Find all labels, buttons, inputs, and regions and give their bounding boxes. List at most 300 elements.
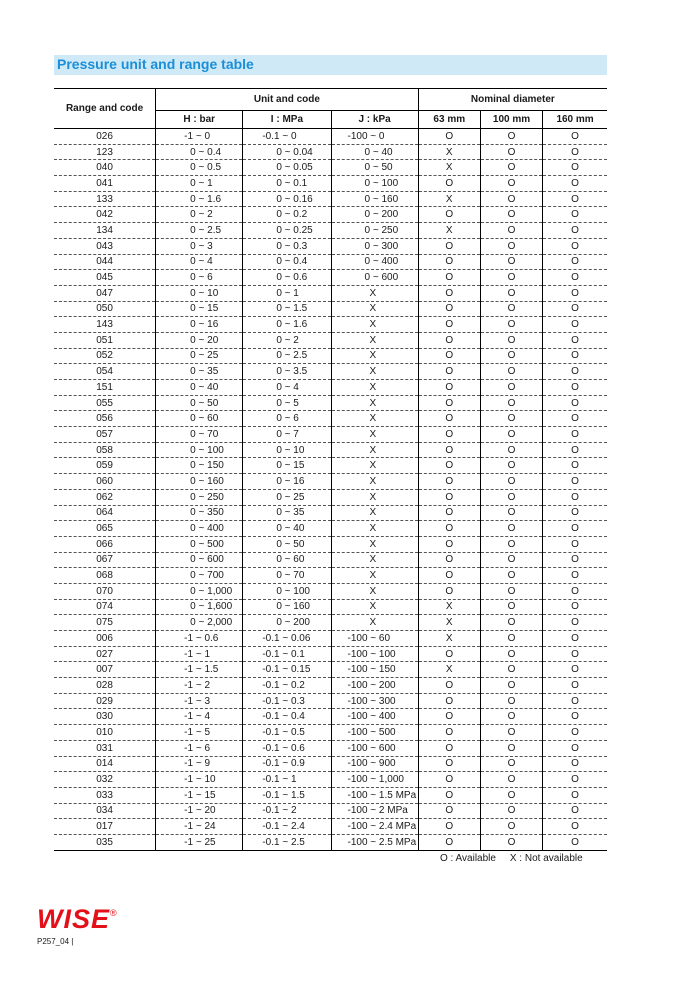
table-row	[54, 803, 607, 819]
table-cell: O	[543, 238, 607, 254]
table-cell: O	[480, 395, 542, 411]
table-cell: 0 ~ 2,000	[156, 615, 243, 631]
table-cell: 0 ~ 35	[156, 364, 243, 380]
table-cell: 0 ~ 60	[243, 552, 331, 568]
table-cell: O	[480, 285, 542, 301]
table-cell: O	[543, 756, 607, 772]
table-cell: X	[331, 521, 418, 537]
table-cell: O	[418, 348, 480, 364]
table-cell: X	[331, 568, 418, 584]
table-cell: X	[418, 191, 480, 207]
page-code	[37, 937, 73, 946]
table-cell: O	[418, 834, 480, 850]
table-cell: 070	[54, 583, 156, 599]
table-cell: X	[331, 285, 418, 301]
table-cell: O	[480, 568, 542, 584]
table-cell: O	[480, 144, 542, 160]
table-cell: O	[418, 740, 480, 756]
header-63mm: 63 mm	[418, 111, 480, 129]
table-row	[54, 238, 607, 254]
table-cell: 151	[54, 380, 156, 396]
table-cell: -0.1 ~ 0.2	[243, 678, 331, 694]
table-cell: O	[418, 285, 480, 301]
table-row	[54, 615, 607, 631]
table-cell: -100 ~ 60	[331, 631, 418, 647]
table-cell: O	[543, 144, 607, 160]
registered-mark: ®	[110, 908, 118, 918]
table-cell: X	[331, 301, 418, 317]
table-cell: -100 ~ 2.4 MPa	[331, 819, 418, 835]
table-cell: O	[543, 568, 607, 584]
table-cell: O	[418, 772, 480, 788]
table-cell: O	[418, 458, 480, 474]
table-cell: -0.1 ~ 2	[243, 803, 331, 819]
table-cell: 028	[54, 678, 156, 694]
table-cell: O	[418, 364, 480, 380]
table-row	[54, 568, 607, 584]
table-cell: O	[543, 834, 607, 850]
table-cell: X	[418, 223, 480, 239]
table-cell: O	[543, 662, 607, 678]
table-row	[54, 505, 607, 521]
table-cell: 0 ~ 0.2	[243, 207, 331, 223]
table-cell: 0 ~ 300	[331, 238, 418, 254]
table-row	[54, 160, 607, 176]
table-cell: 0 ~ 160	[331, 191, 418, 207]
table-cell: O	[418, 474, 480, 490]
table-cell: O	[418, 521, 480, 537]
table-cell: X	[331, 489, 418, 505]
table-cell: O	[480, 615, 542, 631]
table-cell: O	[480, 803, 542, 819]
table-cell: -100 ~ 200	[331, 678, 418, 694]
table-body	[54, 129, 607, 851]
table-cell: O	[418, 176, 480, 192]
table-cell: X	[418, 662, 480, 678]
table-row	[54, 270, 607, 286]
table-cell: 0 ~ 160	[243, 599, 331, 615]
table-row	[54, 458, 607, 474]
table-cell: O	[480, 427, 542, 443]
table-cell: O	[543, 191, 607, 207]
table-row	[54, 772, 607, 788]
table-cell: O	[418, 568, 480, 584]
table-cell: O	[480, 301, 542, 317]
table-cell: 0 ~ 60	[156, 411, 243, 427]
table-cell: O	[543, 176, 607, 192]
table-cell: 040	[54, 160, 156, 176]
table-cell: -1 ~ 25	[156, 834, 243, 850]
table-cell: 0 ~ 5	[243, 395, 331, 411]
table-cell: O	[418, 552, 480, 568]
table-row	[54, 191, 607, 207]
table-cell: O	[480, 646, 542, 662]
table-cell: 0 ~ 0.05	[243, 160, 331, 176]
table-cell: X	[331, 474, 418, 490]
table-row	[54, 129, 607, 145]
page-title: Pressure unit and range table	[57, 56, 254, 72]
table-cell: 0 ~ 25	[156, 348, 243, 364]
table-cell: O	[480, 489, 542, 505]
table-cell: -1 ~ 2	[156, 678, 243, 694]
table-cell: 014	[54, 756, 156, 772]
table-cell: 0 ~ 0.5	[156, 160, 243, 176]
pressure-range-table	[54, 88, 607, 851]
table-cell: 0 ~ 3.5	[243, 364, 331, 380]
table-cell: X	[418, 615, 480, 631]
table-cell: X	[418, 631, 480, 647]
table-cell: -100 ~ 2 MPa	[331, 803, 418, 819]
table-cell: O	[480, 599, 542, 615]
table-cell: 0 ~ 50	[156, 395, 243, 411]
table-cell: -1 ~ 1.5	[156, 662, 243, 678]
table-row	[54, 317, 607, 333]
table-cell: O	[543, 411, 607, 427]
table-cell: 075	[54, 615, 156, 631]
table-cell: 0 ~ 160	[156, 474, 243, 490]
table-cell: 0 ~ 15	[243, 458, 331, 474]
table-cell: X	[331, 411, 418, 427]
table-cell: X	[331, 583, 418, 599]
table-cell: O	[418, 395, 480, 411]
table-cell: 0 ~ 700	[156, 568, 243, 584]
table-cell: O	[480, 223, 542, 239]
table-cell: 056	[54, 411, 156, 427]
table-cell: O	[543, 521, 607, 537]
table-cell: O	[480, 238, 542, 254]
table-cell: -0.1 ~ 0	[243, 129, 331, 145]
table-cell: -100 ~ 0	[331, 129, 418, 145]
table-cell: -100 ~ 500	[331, 725, 418, 741]
table-cell: X	[331, 599, 418, 615]
header-h-bar: H : bar	[156, 111, 243, 129]
table-cell: 054	[54, 364, 156, 380]
table-cell: O	[480, 442, 542, 458]
table-cell: O	[543, 536, 607, 552]
table-cell: O	[543, 427, 607, 443]
table-cell: 043	[54, 238, 156, 254]
table-cell: X	[331, 552, 418, 568]
table-cell: 0 ~ 400	[331, 254, 418, 270]
table-cell: 074	[54, 599, 156, 615]
table-cell: X	[331, 505, 418, 521]
table-cell: O	[480, 270, 542, 286]
table-cell: 0 ~ 10	[156, 285, 243, 301]
table-cell: O	[418, 583, 480, 599]
table-cell: 0 ~ 100	[156, 442, 243, 458]
table-cell: 0 ~ 0.4	[156, 144, 243, 160]
table-row	[54, 740, 607, 756]
table-cell: 0 ~ 1	[156, 176, 243, 192]
table-cell: 143	[54, 317, 156, 333]
table-cell: O	[418, 536, 480, 552]
table-row	[54, 411, 607, 427]
table-row	[54, 395, 607, 411]
table-cell: O	[418, 442, 480, 458]
table-row	[54, 223, 607, 239]
table-row	[54, 427, 607, 443]
table-cell: 050	[54, 301, 156, 317]
table-cell: O	[543, 270, 607, 286]
table-cell: -1 ~ 24	[156, 819, 243, 835]
table-cell: O	[543, 599, 607, 615]
table-cell: 029	[54, 693, 156, 709]
table-cell: O	[543, 678, 607, 694]
table-cell: X	[331, 442, 418, 458]
table-row	[54, 254, 607, 270]
table-cell: O	[543, 803, 607, 819]
table-cell: O	[543, 254, 607, 270]
table-row	[54, 348, 607, 364]
table-row	[54, 725, 607, 741]
table-cell: 030	[54, 709, 156, 725]
table-cell: 0 ~ 150	[156, 458, 243, 474]
table-cell: O	[418, 819, 480, 835]
table-cell: O	[418, 756, 480, 772]
table-cell: 042	[54, 207, 156, 223]
table-row	[54, 176, 607, 192]
table-cell: O	[543, 787, 607, 803]
table-cell: -100 ~ 100	[331, 646, 418, 662]
table-row	[54, 442, 607, 458]
table-cell: O	[418, 709, 480, 725]
table-cell: 0 ~ 100	[331, 176, 418, 192]
table-cell: O	[480, 552, 542, 568]
table-row	[54, 678, 607, 694]
table-cell: -0.1 ~ 0.1	[243, 646, 331, 662]
table-row	[54, 144, 607, 160]
table-cell: O	[543, 772, 607, 788]
table-cell: O	[480, 254, 542, 270]
legend: O : Available X : Not available	[440, 853, 583, 864]
table-cell: 134	[54, 223, 156, 239]
table-cell: -1 ~ 6	[156, 740, 243, 756]
table-cell: O	[480, 662, 542, 678]
table-cell: -0.1 ~ 0.9	[243, 756, 331, 772]
table-cell: 064	[54, 505, 156, 521]
table-cell: O	[418, 427, 480, 443]
table-row	[54, 332, 607, 348]
table-cell: X	[331, 380, 418, 396]
table-cell: O	[418, 411, 480, 427]
table-cell: O	[480, 583, 542, 599]
table-cell: 0 ~ 2.5	[243, 348, 331, 364]
table-cell: 0 ~ 16	[156, 317, 243, 333]
table-cell: O	[543, 552, 607, 568]
table-cell: X	[331, 615, 418, 631]
table-cell: -100 ~ 400	[331, 709, 418, 725]
table-cell: O	[543, 725, 607, 741]
table-cell: X	[331, 395, 418, 411]
table-cell: 0 ~ 2	[156, 207, 243, 223]
table-cell: -0.1 ~ 0.5	[243, 725, 331, 741]
table-cell: O	[418, 317, 480, 333]
table-cell: 0 ~ 7	[243, 427, 331, 443]
table-row	[54, 552, 607, 568]
table-cell: 0 ~ 4	[156, 254, 243, 270]
header-100mm: 100 mm	[480, 111, 542, 129]
table-cell: 0 ~ 40	[331, 144, 418, 160]
table-cell: X	[331, 317, 418, 333]
table-cell: O	[543, 505, 607, 521]
table-cell: O	[480, 411, 542, 427]
table-cell: 0 ~ 0.16	[243, 191, 331, 207]
table-cell: X	[331, 348, 418, 364]
table-cell: O	[480, 191, 542, 207]
table-cell: -100 ~ 2.5 MPa	[331, 834, 418, 850]
table-cell: 0 ~ 500	[156, 536, 243, 552]
table-cell: -1 ~ 20	[156, 803, 243, 819]
table-cell: 0 ~ 3	[156, 238, 243, 254]
table-cell: O	[418, 787, 480, 803]
table-cell: -100 ~ 1.5 MPa	[331, 787, 418, 803]
table-cell: O	[418, 489, 480, 505]
header-nominal-diameter: Nominal diameter	[418, 89, 607, 111]
table-cell: O	[543, 740, 607, 756]
table-cell: 044	[54, 254, 156, 270]
table-cell: -100 ~ 600	[331, 740, 418, 756]
table-cell: -1 ~ 5	[156, 725, 243, 741]
table-cell: 0 ~ 200	[243, 615, 331, 631]
table-cell: O	[480, 756, 542, 772]
table-cell: X	[331, 427, 418, 443]
table-cell: 0 ~ 0.3	[243, 238, 331, 254]
table-cell: 031	[54, 740, 156, 756]
table-cell: O	[543, 317, 607, 333]
table-cell: -0.1 ~ 0.3	[243, 693, 331, 709]
header-unit-code: Unit and code	[156, 89, 418, 111]
table-cell: 0 ~ 70	[243, 568, 331, 584]
table-cell: 0 ~ 350	[156, 505, 243, 521]
table-cell: 0 ~ 0.6	[243, 270, 331, 286]
table-cell: 067	[54, 552, 156, 568]
table-cell: O	[543, 285, 607, 301]
table-cell: 0 ~ 200	[331, 207, 418, 223]
table-row	[54, 489, 607, 505]
table-cell: 060	[54, 474, 156, 490]
table-cell: 0 ~ 16	[243, 474, 331, 490]
table-cell: O	[543, 442, 607, 458]
table-cell: 0 ~ 15	[156, 301, 243, 317]
table-cell: O	[418, 803, 480, 819]
table-cell: O	[418, 678, 480, 694]
table-cell: O	[543, 301, 607, 317]
table-cell: O	[543, 395, 607, 411]
table-cell: -1 ~ 15	[156, 787, 243, 803]
table-cell: O	[418, 332, 480, 348]
table-cell: 058	[54, 442, 156, 458]
table-cell: O	[480, 317, 542, 333]
table-cell: O	[418, 301, 480, 317]
table-cell: O	[480, 160, 542, 176]
table-cell: -100 ~ 300	[331, 693, 418, 709]
table-cell: -1 ~ 0	[156, 129, 243, 145]
table-cell: O	[543, 631, 607, 647]
table-cell: 0 ~ 250	[156, 489, 243, 505]
table-cell: 0 ~ 10	[243, 442, 331, 458]
table-cell: O	[418, 693, 480, 709]
table-cell: 0 ~ 400	[156, 521, 243, 537]
table-cell: O	[480, 709, 542, 725]
table-cell: X	[331, 332, 418, 348]
header-160mm: 160 mm	[556, 114, 594, 125]
table-cell: O	[480, 740, 542, 756]
table-cell: O	[543, 474, 607, 490]
table-cell: O	[418, 725, 480, 741]
table-cell: X	[331, 364, 418, 380]
table-cell: 026	[54, 129, 156, 145]
table-cell: O	[480, 505, 542, 521]
table-cell: O	[418, 505, 480, 521]
table-row	[54, 646, 607, 662]
table-cell: O	[543, 583, 607, 599]
table-cell: 0 ~ 0.25	[243, 223, 331, 239]
table-row	[54, 662, 607, 678]
table-cell: O	[543, 615, 607, 631]
table-cell: 0 ~ 35	[243, 505, 331, 521]
table-cell: 0 ~ 6	[156, 270, 243, 286]
table-cell: 0 ~ 70	[156, 427, 243, 443]
table-cell: O	[480, 834, 542, 850]
table-cell: O	[543, 207, 607, 223]
table-row	[54, 521, 607, 537]
table-cell: 0 ~ 0.4	[243, 254, 331, 270]
table-cell: O	[418, 270, 480, 286]
table-cell: -0.1 ~ 1.5	[243, 787, 331, 803]
header-j-kpa: J : kPa	[331, 111, 418, 129]
table-row	[54, 709, 607, 725]
table-cell: 057	[54, 427, 156, 443]
table-cell: -0.1 ~ 0.06	[243, 631, 331, 647]
table-cell: O	[543, 129, 607, 145]
table-cell: -100 ~ 1,000	[331, 772, 418, 788]
table-cell: O	[543, 458, 607, 474]
table-cell: -0.1 ~ 2.4	[243, 819, 331, 835]
table-cell: O	[480, 332, 542, 348]
table-cell: O	[480, 819, 542, 835]
table-cell: 065	[54, 521, 156, 537]
table-cell: O	[480, 536, 542, 552]
table-cell: O	[543, 693, 607, 709]
table-cell: 0 ~ 1	[243, 285, 331, 301]
table-row	[54, 599, 607, 615]
table-cell: -100 ~ 150	[331, 662, 418, 678]
table-cell: 045	[54, 270, 156, 286]
table-cell: 055	[54, 395, 156, 411]
table-cell: 0 ~ 1,600	[156, 599, 243, 615]
table-cell: O	[480, 678, 542, 694]
table-cell: X	[418, 599, 480, 615]
table-row	[54, 301, 607, 317]
table-cell: O	[418, 646, 480, 662]
page-code-text: P257_04	[37, 937, 70, 946]
table-cell: O	[543, 709, 607, 725]
table-cell: 123	[54, 144, 156, 160]
table-cell: -1 ~ 0.6	[156, 631, 243, 647]
table-cell: O	[543, 364, 607, 380]
table-row	[54, 536, 607, 552]
title-bar	[54, 55, 607, 75]
table-cell: -0.1 ~ 2.5	[243, 834, 331, 850]
table-row	[54, 583, 607, 599]
table-cell: O	[480, 364, 542, 380]
table-cell: O	[480, 176, 542, 192]
table-cell: 068	[54, 568, 156, 584]
logo-text: WISE	[37, 904, 111, 934]
table-cell: O	[543, 380, 607, 396]
table-cell: X	[331, 458, 418, 474]
table-cell: O	[543, 646, 607, 662]
